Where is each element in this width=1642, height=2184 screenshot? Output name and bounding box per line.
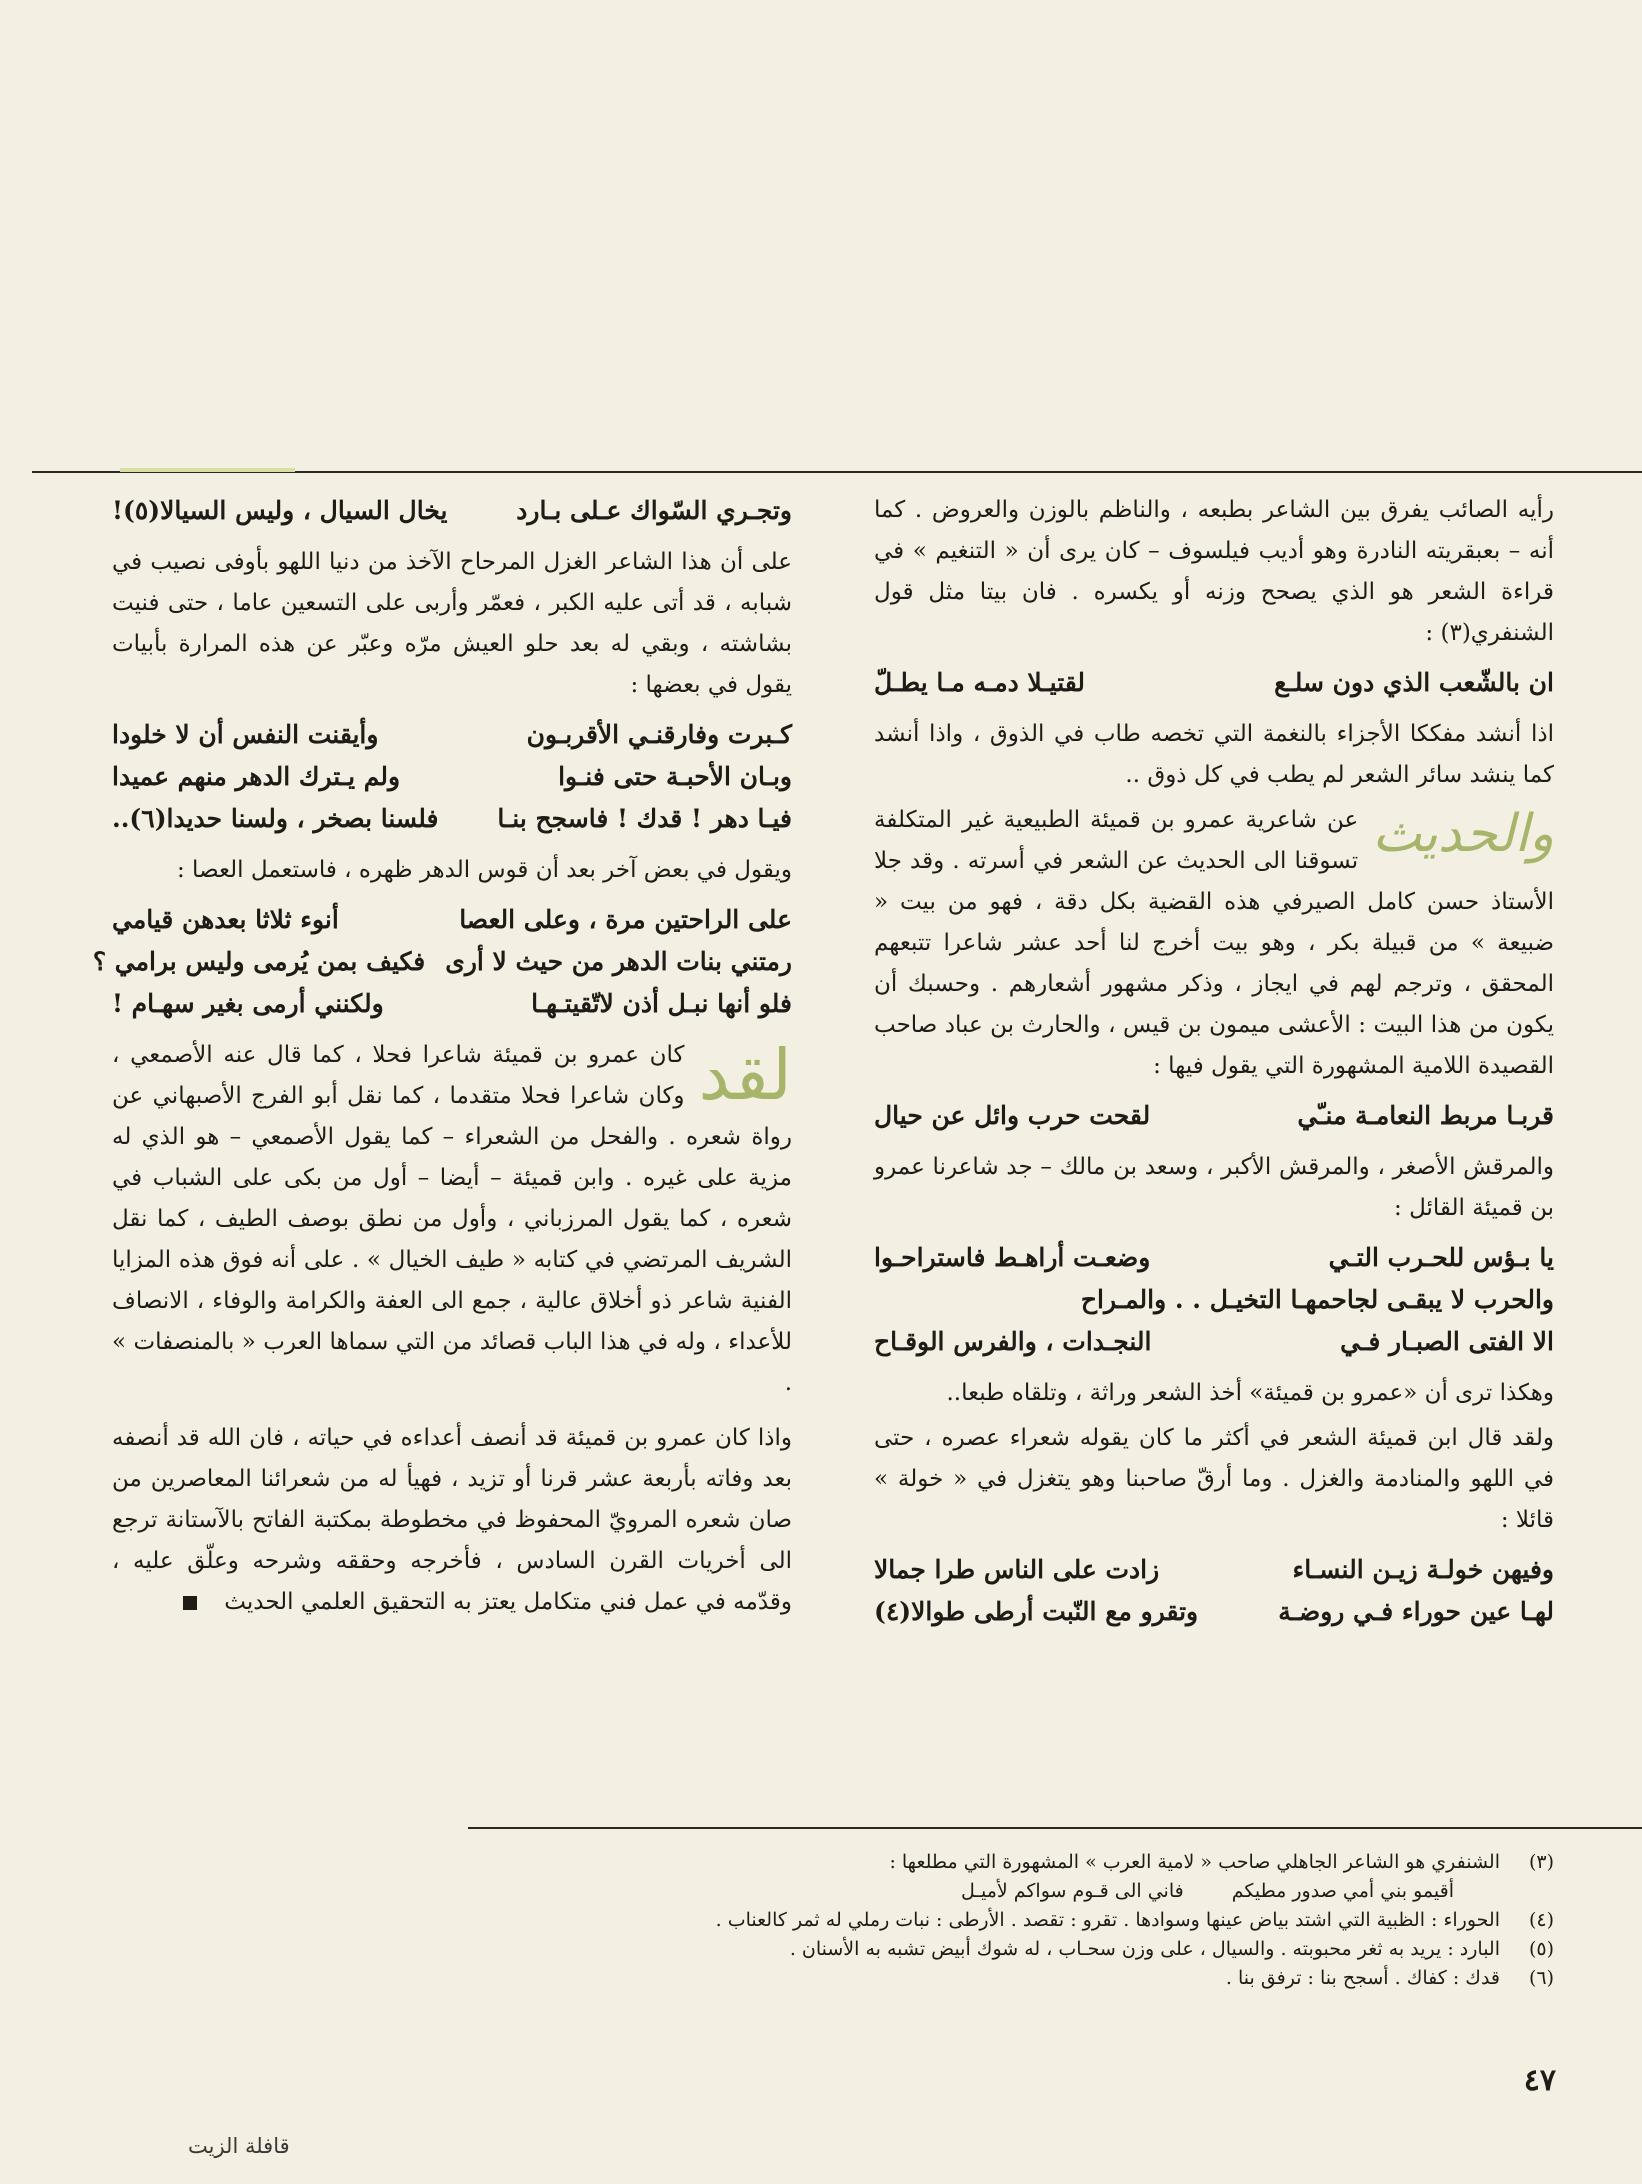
top-accent-rule bbox=[120, 468, 295, 472]
hemistich: لقتيـلا دمـه مـا يطـلّ bbox=[874, 668, 1086, 697]
hemistich: الا الفتى الصبـار فـي bbox=[1340, 1327, 1554, 1356]
verse-line bbox=[112, 798, 792, 840]
verse-line bbox=[112, 756, 792, 798]
verse-line bbox=[874, 662, 1554, 704]
verse bbox=[874, 1549, 1554, 1633]
paragraph: ويقول في بعض آخر بعد أن قوس الدهر ظهره ، فاستعمل العصا : bbox=[177, 857, 792, 883]
right-column bbox=[874, 490, 1554, 1643]
left-column bbox=[92, 490, 792, 1627]
verse-line bbox=[874, 1279, 1554, 1321]
verse-line bbox=[112, 714, 792, 756]
verse bbox=[92, 899, 792, 1025]
paragraph: ولقد قال ابن قميئة الشعر في أكثر ما كان يقوله شعراء عصره ، حتى في اللهو والمنادمة والغزل . وما أرقّ صاحبنا وهو يتغزل في « خولة » قائلا : bbox=[874, 1425, 1554, 1533]
footnote-number: (٥) bbox=[1528, 1938, 1554, 1960]
footnote-number: (٦) bbox=[1528, 1967, 1554, 1989]
hemistich: زادت على الناس طرا جمالا bbox=[874, 1555, 1160, 1584]
footnote-rule bbox=[468, 1827, 1642, 1829]
hemistich: فلسنا بصخر ، ولسنا حديدا(٦).. bbox=[112, 804, 439, 833]
hemistich: وتقرو مع النّبت أرطى طوالا(٤) bbox=[874, 1597, 1199, 1626]
paragraph: على أن هذا الشاعر الغزل المرحاح الآخذ من دنيا اللهو بأوفى نصيب في شبابه ، قد أتى عليه الكبر ، فعمّر وأربى على التسعين عاما ، حتى فنيت بشاشته ، وبقي له بعد حلو العيش مرّه وعبّر عن هذه المرارة بأبيات يقول في بعضها : bbox=[112, 549, 792, 698]
verse bbox=[874, 1095, 1554, 1137]
end-of-article-square-icon bbox=[183, 1596, 197, 1610]
page-number: ٤٧ bbox=[1523, 2063, 1556, 2098]
paragraph bbox=[874, 800, 1554, 1087]
verse-line bbox=[874, 1549, 1554, 1591]
footnote-verse bbox=[374, 1877, 1554, 1906]
hemistich: وفيهن خولـة زيـن النسـاء bbox=[1292, 1555, 1554, 1584]
hemistich: وأيقنت النفس أن لا خلودا bbox=[112, 720, 379, 749]
footnote-number: (٤) bbox=[1528, 1909, 1554, 1931]
hemistich: فاني الى قـوم سواكم لأميـل bbox=[961, 1880, 1184, 1902]
hemistich: وتجـري السّواك عـلى بـارد bbox=[516, 496, 792, 525]
hemistich: يا بـؤس للحـرب التـي bbox=[1328, 1243, 1554, 1272]
hemistich: أقيمو بني أمي صدور مطيكم bbox=[1231, 1880, 1454, 1902]
drop-cap-heading: والحديث bbox=[1372, 804, 1554, 864]
paragraph-text: كان عمرو بن قميئة شاعرا فحلا ، كما قال عنه الأصمعي ، وكان شاعرا فحلا متقدما ، كما نقل أبو الفرج الأصبهاني عن رواة شعره . والفحل من الشعراء – كما يقول الأصمعي – هو الذي له مزية على غيره . وابن قميئة – أيضا – أول من بكى على الشباب في شعره ، كما يقول المرزباني ، وأول من نطق بوصف الطيف ، كما نقل الشريف المرتضي في كتابه « طيف الخيال » . على أنه فوق هذه المزايا الفنية شاعر ذو أخلاق عالية ، جمع الى العفة والكرامة والوفاء ، الانصاف للأعداء ، وله في هذا الباب قصائد من التي سماها العرب « بالمنصفات » . bbox=[112, 1042, 792, 1396]
footnote bbox=[374, 1906, 1554, 1935]
footnote-text: الشنفري هو الشاعر الجاهلي صاحب « لامية العرب » المشهورة التي مطلعها : bbox=[889, 1851, 1500, 1873]
verse-line bbox=[112, 490, 792, 532]
hemistich: وضعـت أراهـط فاستراحـوا bbox=[874, 1243, 1151, 1272]
hemistich: فيـا دهر ! قدك ! فاسجح بنـا bbox=[497, 804, 792, 833]
verse-line bbox=[874, 1095, 1554, 1137]
footnote-text: قدك : كفاك . أسجح بنا : ترفق بنا . bbox=[1225, 1967, 1500, 1989]
paragraph: والمرقش الأصغر ، والمرقش الأكبر ، وسعد بن مالك – جد شاعرنا عمرو بن قميئة القائل : bbox=[874, 1154, 1554, 1221]
hemistich: النجـدات ، والفرس الوقـاح bbox=[874, 1327, 1152, 1356]
hemistich: على الراحتين مرة ، وعلى العصا bbox=[459, 905, 792, 934]
footnote bbox=[374, 1935, 1554, 1964]
hemistich: قربـا مربط النعامـة منـّي bbox=[1297, 1101, 1554, 1130]
magazine-name: قافلة الزيت bbox=[188, 2134, 290, 2158]
hemistich: ولم يـترك الدهر منهم عميدا bbox=[112, 762, 401, 791]
footnote bbox=[374, 1964, 1554, 1993]
paragraph: رأيه الصائب يفرق بين الشاعر بطبعه ، والناظم بالوزن والعروض . كما أنه – بعبقريته النادرة وهو أديب فيلسوف – كان يرى أن « التنغيم » في قراءة الشعر هو الذي يصحح وزنه أو يكسره . فان بيتا مثل قول الشنفري(٣) : bbox=[874, 497, 1554, 646]
paragraph bbox=[112, 1035, 792, 1404]
footnote-text: الحوراء : الظبية التي اشتد بياض عينها وسوادها . تقرو : تقصد . الأرطى : نبات رملي له ثمر كالعناب . bbox=[715, 1909, 1500, 1931]
verse bbox=[874, 1237, 1554, 1363]
verse-line bbox=[874, 1321, 1554, 1363]
hemistich: ان بالشّعب الذي دون سلـع bbox=[1274, 668, 1554, 697]
paragraph-text: عن شاعرية عمرو بن قميئة الطبيعية غير المتكلفة تسوقنا الى الحديث عن الشعر في أسرته . وقد جلا الأستاذ حسن كامل الصيرفي هذه القضية بكل دقة ، فهو من بيت « ضبيعة » من قبيلة بكر ، وهو بيت أخرج لنا أحد عشر شاعرا تتبعهم المحقق ، وترجم لهم في ايجاز ، وذكر مشهور أشعارهم . وحسبك أن يكون من هذا البيت : الأعشى ميمون بن قيس ، والحارث بن عباد صاحب القصيدة اللامية المشهورة التي يقول فيها : bbox=[874, 807, 1554, 1079]
hemistich: كـبرت وفارقنـي الأقربـون bbox=[526, 720, 792, 749]
footnote bbox=[374, 1848, 1554, 1877]
verse-line bbox=[92, 941, 792, 983]
verse bbox=[112, 490, 792, 532]
hemistich: أنوء ثلاثا بعدهن قيامي bbox=[112, 905, 339, 934]
verse-line bbox=[112, 899, 792, 941]
hemistich: وبـان الأحبـة حتى فنـوا bbox=[558, 762, 792, 791]
verse bbox=[112, 714, 792, 840]
paragraph-text: واذا كان عمرو بن قميئة قد أنصف أعداءه في حياته ، فان الله قد أنصفه بعد وفاته بأربعة عشر قرنا أو تزيد ، فهيأ له من شعرائنا المعاصرين من صان شعره المرويّ المحفوظ في مخطوطة بمكتبة الفاتح بالآستانة ترجع الى أخريات القرن السادس ، فأخرجه وحققه وشرحه وعلّق عليه ، وقدّمه في عمل فني متكامل يعتز به التحقيق العلمي الحديث bbox=[112, 1425, 792, 1615]
footnote-text: البارد : يريد به ثغر محبوبته . والسيال ، على وزن سحـاب ، له شوك أبيض تشبه به الأسنان . bbox=[789, 1938, 1500, 1960]
footnotes bbox=[374, 1848, 1554, 1993]
hemistich: فكيف بمن يُرمى وليس برامي ؟ bbox=[92, 947, 426, 976]
verse-line bbox=[874, 1591, 1554, 1633]
drop-cap-heading: لقد bbox=[698, 1034, 792, 1116]
hemistich: فلو أنها نبـل أذن لاتّقيتـهـا bbox=[531, 989, 792, 1018]
paragraph: اذا أنشد مفككا الأجزاء بالنغمة التي تخصه طاب في الذوق ، واذا أنشد كما ينشد سائر الشعر لم يطب في كل ذوق .. bbox=[874, 721, 1554, 788]
paragraph: وهكذا ترى أن «عمرو بن قميئة» أخذ الشعر وراثة ، وتلقاه طبعا.. bbox=[946, 1380, 1554, 1406]
verse bbox=[874, 662, 1554, 704]
paragraph bbox=[112, 1418, 792, 1623]
footnote-number: (٣) bbox=[1528, 1851, 1554, 1873]
hemistich: والحرب لا يبقـى لجاحمهـا التخيـل . . والمـراح bbox=[1080, 1285, 1554, 1314]
hemistich: ولكنني أرمى بغير سهـام ! bbox=[112, 989, 384, 1018]
hemistich: رمتني بنات الدهر من حيث لا أرى bbox=[445, 947, 792, 976]
verse-line bbox=[874, 1237, 1554, 1279]
verse-line bbox=[112, 983, 792, 1025]
hemistich: يخال السيال ، وليس السيالا(٥)! bbox=[112, 496, 448, 525]
hemistich: لهـا عين حوراء فـي روضـة bbox=[1278, 1597, 1554, 1626]
hemistich: لقحت حرب وائل عن حيال bbox=[874, 1101, 1151, 1130]
